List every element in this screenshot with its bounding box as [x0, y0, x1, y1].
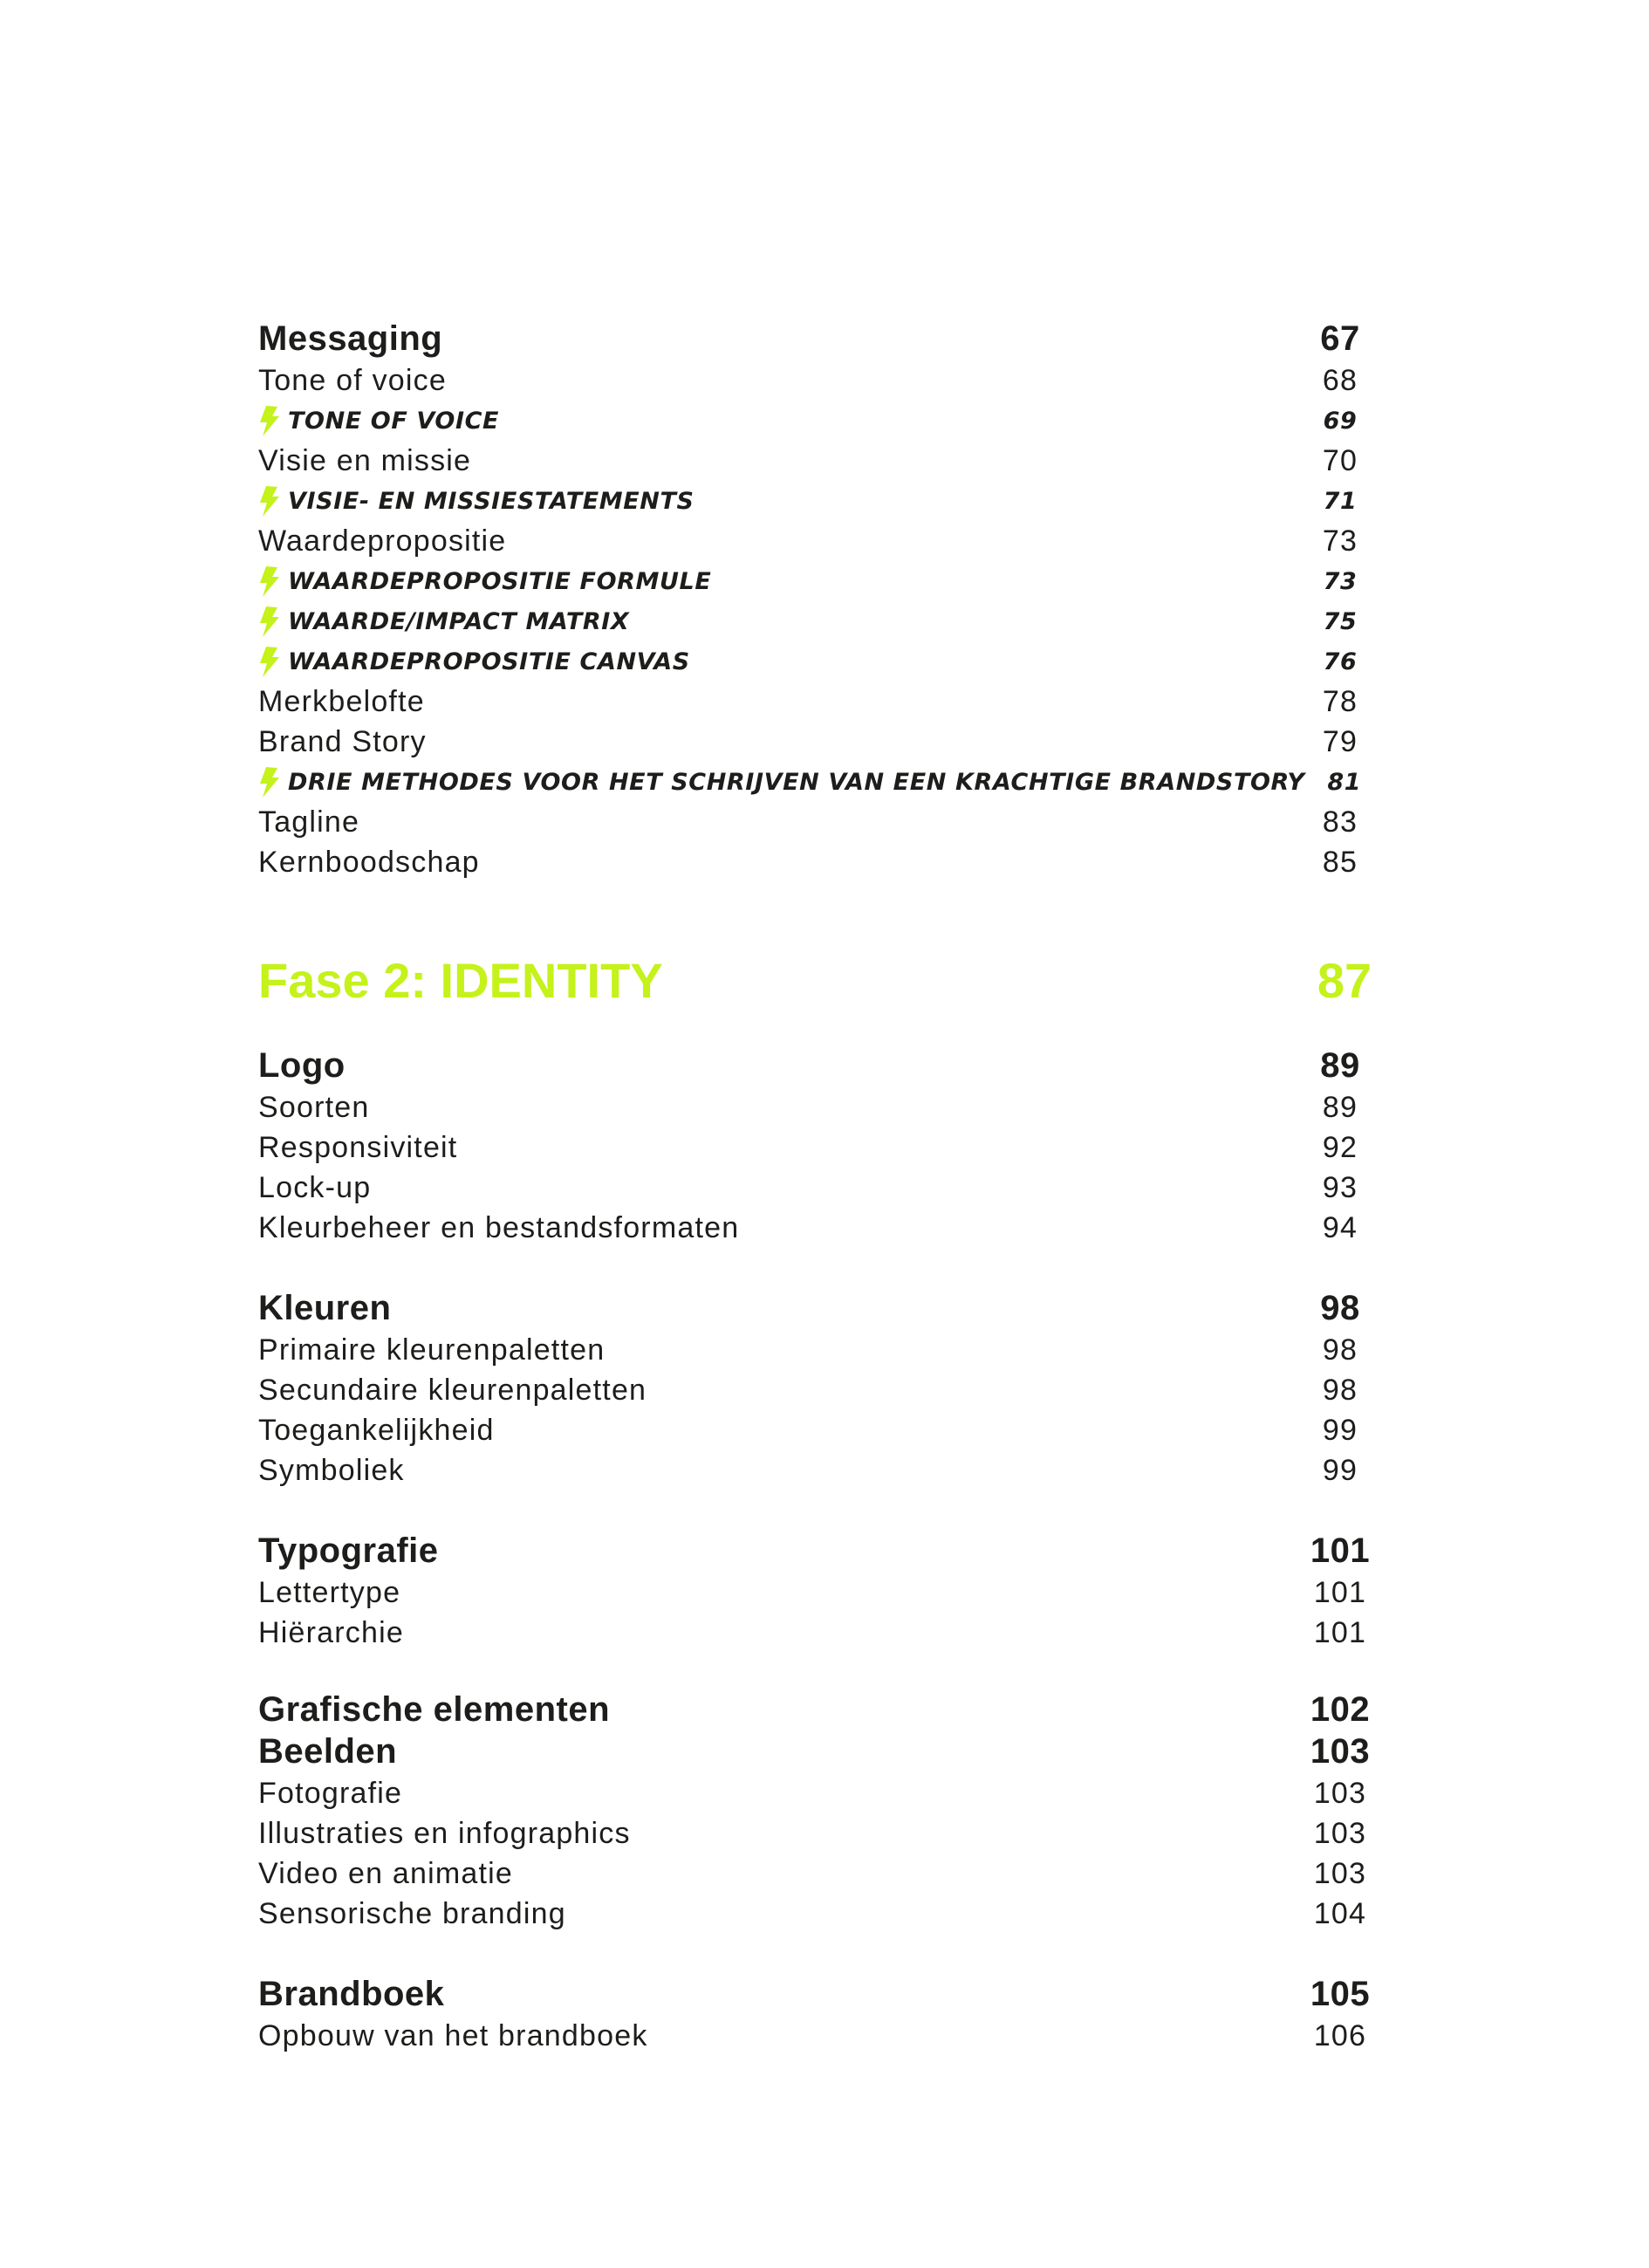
- toc-section-kleuren: [258, 1286, 1384, 1490]
- toc-entry[interactable]: [258, 1573, 1384, 1613]
- toc-page-number: 76: [1323, 648, 1358, 675]
- toc-page-number: 75: [1323, 607, 1358, 635]
- toc-page-number: 68: [1322, 363, 1358, 397]
- toc-page-number: 103: [1313, 1816, 1367, 1850]
- toc-entry-label: Opbouw van het brandboek: [258, 2018, 648, 2052]
- toc-section-grafische-beelden: [258, 1689, 1384, 1934]
- toc-heading-label: Brandboek: [258, 1974, 445, 2013]
- toc-page-number: 81: [1327, 768, 1362, 796]
- toc-page-number: 103: [1310, 1731, 1371, 1771]
- lightning-bolt-icon: [258, 404, 281, 437]
- toc-page-number: 89: [1320, 1045, 1360, 1085]
- toc-page-number: 85: [1322, 845, 1358, 879]
- toc-page-number: 94: [1322, 1210, 1358, 1244]
- toc-phase-label: Fase 2: IDENTITY: [258, 952, 663, 1008]
- toc-entry-label: Fotografie: [258, 1776, 403, 1810]
- toc-heading-label: Messaging: [258, 319, 443, 358]
- toc-tool-label: WAARDE/IMPACT MATRIX: [288, 607, 630, 635]
- lightning-bolt-icon: [258, 484, 281, 517]
- toc-page-number: 102: [1310, 1689, 1371, 1729]
- toc-tool-entry[interactable]: [258, 601, 1384, 641]
- toc-heading[interactable]: [258, 1286, 1384, 1330]
- toc-tool-label: VISIE- EN MISSIESTATEMENTS: [288, 487, 694, 515]
- toc-page-number: 79: [1322, 724, 1358, 758]
- toc-tool-label-wrap: [258, 765, 1305, 798]
- toc-entry-label: Kleurbeheer en bestandsformaten: [258, 1210, 740, 1244]
- toc-heading-label: Beelden: [258, 1731, 398, 1771]
- toc-tool-entry[interactable]: [258, 641, 1384, 682]
- lightning-bolt-icon: [258, 565, 281, 598]
- toc-page-number: 105: [1310, 1974, 1371, 2013]
- toc-phase-heading[interactable]: [258, 949, 1384, 1011]
- toc-tool-label: WAARDEPROPOSITIE FORMULE: [288, 567, 712, 595]
- toc-entry-label: Video en animatie: [258, 1856, 513, 1890]
- toc-page-number: 70: [1322, 443, 1358, 477]
- toc-page-number: 101: [1313, 1615, 1367, 1649]
- toc-page-number: 73: [1322, 524, 1358, 558]
- toc-entry-label: Visie en missie: [258, 443, 472, 477]
- toc-page-number: 69: [1323, 407, 1358, 435]
- toc-entry-label: Tagline: [258, 805, 360, 839]
- toc-entry[interactable]: [258, 1127, 1384, 1168]
- toc-entry-label: Hiërarchie: [258, 1615, 404, 1649]
- toc-entry[interactable]: [258, 1813, 1384, 1853]
- toc-entry[interactable]: [258, 1450, 1384, 1490]
- toc-tool-label-wrap: [258, 484, 1297, 517]
- toc-entry-label: Responsiviteit: [258, 1130, 458, 1164]
- toc-heading[interactable]: [258, 1730, 1384, 1773]
- toc-heading-label: Logo: [258, 1045, 346, 1085]
- toc-page-number: 71: [1323, 487, 1358, 515]
- toc-entry-label: Kernboodschap: [258, 845, 480, 879]
- toc-entry[interactable]: [258, 842, 1384, 882]
- toc-tool-entry[interactable]: [258, 762, 1384, 802]
- toc-page-number: 87: [1317, 952, 1372, 1008]
- toc-page-number: 101: [1310, 1531, 1371, 1570]
- toc-entry-label: Primaire kleurenpaletten: [258, 1333, 606, 1367]
- toc-entry[interactable]: [258, 1168, 1384, 1208]
- toc-entry[interactable]: [258, 682, 1384, 722]
- toc-page-number: 67: [1320, 319, 1360, 358]
- lightning-bolt-icon: [258, 605, 281, 638]
- toc-heading-label: Grafische elementen: [258, 1689, 610, 1729]
- toc-heading-label: Typografie: [258, 1531, 439, 1570]
- toc-entry[interactable]: [258, 1613, 1384, 1653]
- lightning-bolt-icon: [258, 765, 281, 798]
- toc-entry-label: Lock-up: [258, 1170, 372, 1204]
- toc-section-messaging: [258, 317, 1384, 882]
- toc-section-brandboek: [258, 1972, 1384, 2056]
- toc-page-number: 89: [1322, 1090, 1358, 1124]
- toc-tool-entry[interactable]: [258, 481, 1384, 521]
- toc-entry-label: Illustraties en infographics: [258, 1816, 631, 1850]
- toc-page-number: 103: [1313, 1776, 1367, 1810]
- toc-entry-label: Soorten: [258, 1090, 370, 1124]
- toc-page-number: 106: [1313, 2018, 1367, 2052]
- toc-page-number: 73: [1323, 567, 1358, 595]
- lightning-bolt-icon: [258, 645, 281, 678]
- toc-heading[interactable]: [258, 1689, 1384, 1730]
- toc-page-number: 83: [1322, 805, 1358, 839]
- toc-entry-label: Merkbelofte: [258, 684, 425, 718]
- toc-entry-label: Secundaire kleurenpaletten: [258, 1373, 647, 1407]
- toc-entry[interactable]: [258, 521, 1384, 561]
- toc-section-typografie: [258, 1529, 1384, 1653]
- toc-page-number: 92: [1322, 1130, 1358, 1164]
- toc-entry[interactable]: [258, 2016, 1384, 2056]
- toc-entry[interactable]: [258, 1330, 1384, 1370]
- toc-entry-label: Toegankelijkheid: [258, 1413, 495, 1447]
- toc-tool-label: WAARDEPROPOSITIE CANVAS: [288, 648, 690, 675]
- toc-tool-entry[interactable]: [258, 401, 1384, 441]
- toc-page-number: 93: [1322, 1170, 1358, 1204]
- toc-tool-label-wrap: [258, 645, 1297, 678]
- toc-entry[interactable]: [258, 1370, 1384, 1410]
- toc-section-logo: [258, 1044, 1384, 1248]
- toc-page-number: 99: [1322, 1453, 1358, 1487]
- toc-entry-label: Brand Story: [258, 724, 427, 758]
- toc-page-number: 98: [1322, 1373, 1358, 1407]
- toc-heading[interactable]: [258, 1529, 1384, 1573]
- toc-tool-label: DRIE METHODES VOOR HET SCHRIJVEN VAN EEN KRACHTIGE BRANDSTORY: [288, 768, 1305, 796]
- toc-tool-entry[interactable]: [258, 561, 1384, 601]
- toc-heading-label: Kleuren: [258, 1288, 392, 1327]
- toc-entry[interactable]: [258, 802, 1384, 842]
- toc-entry-label: Symboliek: [258, 1453, 405, 1487]
- toc-entry-label: Waardepropositie: [258, 524, 507, 558]
- toc-entry[interactable]: [258, 1410, 1384, 1450]
- toc-page-number: 98: [1322, 1333, 1358, 1367]
- toc-entry[interactable]: [258, 1894, 1384, 1934]
- toc-entry[interactable]: [258, 1208, 1384, 1248]
- toc-entry[interactable]: [258, 1853, 1384, 1894]
- toc-heading[interactable]: [258, 1044, 1384, 1087]
- toc-entry-label: Lettertype: [258, 1575, 401, 1609]
- toc-entry[interactable]: [258, 1087, 1384, 1127]
- toc-heading[interactable]: [258, 317, 1384, 360]
- toc-page-number: 78: [1322, 684, 1358, 718]
- toc-page-number: 103: [1313, 1856, 1367, 1890]
- toc-heading[interactable]: [258, 1972, 1384, 2016]
- toc-tool-label-wrap: [258, 565, 1297, 598]
- toc-tool-label-wrap: [258, 404, 1297, 437]
- toc-entry[interactable]: [258, 360, 1384, 401]
- toc-entry[interactable]: [258, 1773, 1384, 1813]
- toc-tool-label: TONE OF VOICE: [288, 407, 500, 435]
- toc-page-number: 99: [1322, 1413, 1358, 1447]
- toc-page-number: 101: [1313, 1575, 1367, 1609]
- toc-tool-label-wrap: [258, 605, 1297, 638]
- toc-entry[interactable]: [258, 441, 1384, 481]
- toc-entry[interactable]: [258, 722, 1384, 762]
- toc-page-number: 104: [1313, 1896, 1367, 1930]
- toc-entry-label: Sensorische branding: [258, 1896, 566, 1930]
- toc-entry-label: Tone of voice: [258, 363, 447, 397]
- toc-page-number: 98: [1320, 1288, 1360, 1327]
- toc-phase-identity: [258, 949, 1384, 1011]
